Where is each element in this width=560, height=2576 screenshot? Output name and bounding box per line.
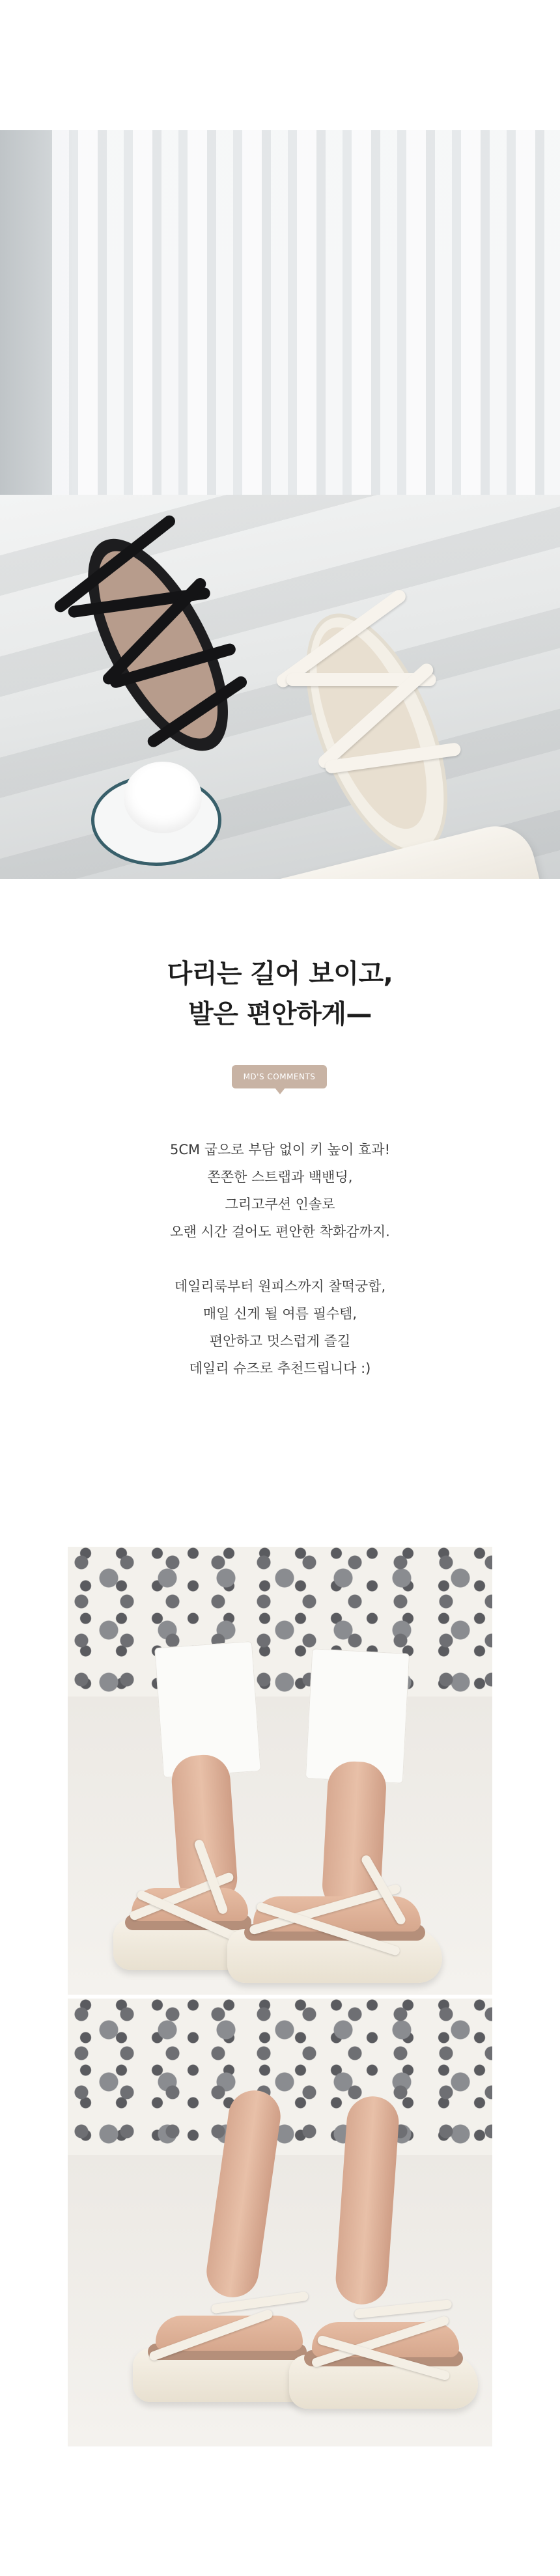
md-comments-badge: MD'S COMMENTS <box>232 1065 327 1088</box>
teacup <box>124 762 202 833</box>
comment-line: 데일리룩부터 원피스까지 찰떡궁합, <box>174 1279 386 1294</box>
headline <box>0 954 560 1034</box>
floral-dress <box>68 1999 492 2155</box>
worn-sandal-right <box>289 2292 478 2409</box>
model-photo-side <box>68 1999 492 2446</box>
floral-dress <box>68 1547 492 1697</box>
comment-line: 매일 신게 될 여름 필수템, <box>203 1306 357 1322</box>
comment-line: 오랜 시간 걸어도 편안한 착화감까지. <box>170 1224 390 1240</box>
comment-line: 쫀쫀한 스트랩과 백밴딩, <box>207 1169 353 1185</box>
md-comments-text <box>0 1136 560 1382</box>
paragraph-gap <box>0 1245 560 1273</box>
comment-line: 데일리 슈즈로 추천드립니다 :) <box>189 1361 371 1376</box>
hero-product-photo <box>0 130 560 879</box>
back-strap <box>354 2299 453 2319</box>
comment-line: 그리고쿠션 인솔로 <box>225 1197 335 1212</box>
comment-line: 편안하고 멋스럽게 즐길 <box>209 1333 351 1349</box>
model-photo-front <box>68 1547 492 1995</box>
headline-line-2: 발은 편안하게— <box>188 999 372 1029</box>
teacup-and-saucer <box>91 755 221 866</box>
headline-line-1: 다리는 길어 보이고, <box>167 959 393 989</box>
comment-line: 5CM 굽으로 부담 없이 키 높이 효과! <box>169 1142 391 1157</box>
worn-sandal-right <box>227 1866 442 1983</box>
